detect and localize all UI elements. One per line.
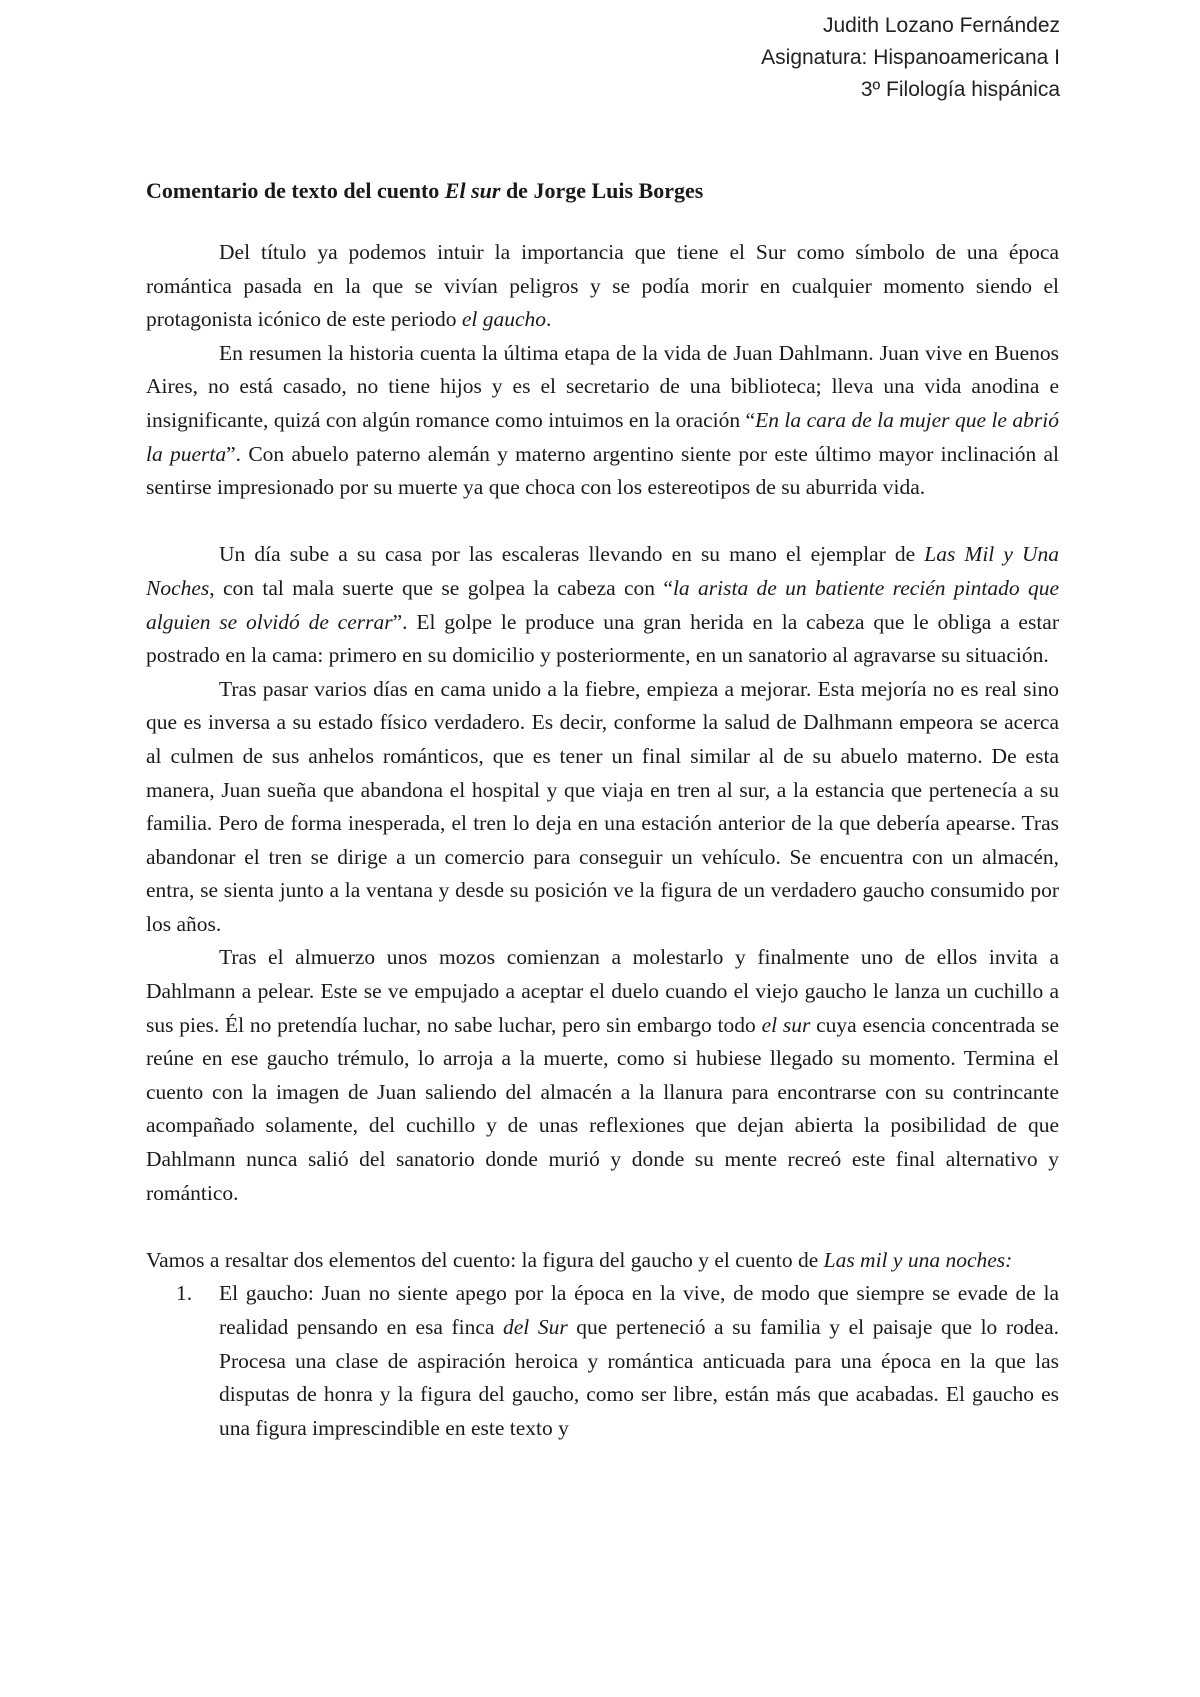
- paragraph-5-text-a: Tras el almuerzo unos mozos comienzan a molestarlo y finalmente uno de ellos invita a Dahlmann a pelear. Este se ve empujado a aceptar el duelo cuando el viejo gaucho le lanza un cuchillo a sus pies. Él no pretendía luchar, no sabe luchar, pero sin embargo todo: [146, 945, 1059, 1037]
- paragraph-2: [146, 337, 1059, 505]
- paragraph-4: Tras pasar varios días en cama unido a la fiebre, empieza a mejorar. Esta mejoría no es real sino que es inversa a su estado físico verdadero. Es decir, conforme la salud de Dalhmann empeora se acerca al culmen de sus anhelos románticos, que es tener un final similar al de su abuelo materno. De esta manera, Juan sueña que abandona el hospital y que viaja en tren al sur, a la estancia que pertenecía a su familia. Pero de forma inesperada, el tren lo deja en una estación anterior de la que debería apearse. Tras abandonar el tren se dirige a un comercio para conseguir un vehículo. Se encuentra con un almacén, entra, se sienta junto a la ventana y desde su posición ve la figura de un verdadero gaucho consumido por los años.: [146, 676, 1059, 936]
- paragraph-3-text-a: Un día sube a su casa por las escaleras llevando en su mano el ejemplar de: [219, 542, 925, 567]
- list-item-text-a: El gaucho: Juan no siente apego por la época en la vive, de modo que siempre se evade de la realidad pensando en esa finca: [219, 1281, 1059, 1339]
- paragraph-5-text-c: cuya esencia concentrada se reúne en ese gaucho trémulo, lo arroja a la muerte, como si hubiese llegado su momento. Termina el cuento con la imagen de Juan saliendo del almacén a la llanura para encontrarse con su contrincante acompañado solamente, del cuchillo y de unas reflexiones que dejan abierta la posibilidad de que Dahlmann nunca salió del sanatorio donde murió y donde su mente recreó este final alternativo y romántico.: [146, 1012, 1059, 1205]
- list-item-number: 1.: [176, 1281, 193, 1306]
- paragraph-6-text-a: Vamos a resaltar dos elementos del cuento: la figura del gaucho y el cuento de: [146, 1247, 824, 1272]
- paragraph-3-italic-b: Las Mil y Una Noches: [146, 542, 1059, 600]
- course-line: 3º Filología hispánica: [860, 78, 1060, 101]
- paragraph-5: [146, 941, 1059, 1210]
- paragraph-1-text-a: Del título ya podemos intuir la importancia que tiene el Sur como símbolo de una época romántica pasada en la que se vivían peligros y se podía morir en cualquier momento siendo el protagonista icónico de este periodo: [146, 240, 1059, 332]
- paragraph-3-italic-d: la arista de un batiente recién pintado que alguien se olvidó de cerrar: [146, 575, 1059, 634]
- paragraph-1-italic: el gaucho: [461, 307, 547, 332]
- paragraph-1-text-c: .: [546, 307, 552, 332]
- paragraph-3-text-c: , con tal mala suerte que se golpea la cabeza con “: [209, 575, 673, 600]
- author-name: Judith Lozano Fernández: [823, 14, 1060, 37]
- paragraph-6: [146, 1244, 1059, 1278]
- subject-line: Asignatura: Hispanoamericana I: [761, 46, 1060, 69]
- paragraph-3: [146, 538, 1059, 672]
- list-item: [146, 1277, 1059, 1445]
- document-body: [146, 174, 1059, 1445]
- list-item-italic: del Sur: [503, 1315, 568, 1339]
- paragraph-2-text-c: ”. Con abuelo paterno alemán y materno argentino siente por este último mayor inclinación al sentirse impresionado por su muerte ya que choca con los estereotipos de su aburrida vida.: [146, 441, 1059, 500]
- paragraph-spacer: [146, 1210, 1059, 1244]
- paragraph-1: [146, 236, 1059, 337]
- paragraph-2-text-a: En resumen la historia cuenta la última etapa de la vida de Juan Dahlmann. Juan vive en Buenos Aires, no está casado, no tiene hijos y es el secretario de una biblioteca; lleva una vida anodina e insignificante, quizá con algún romance como intuimos en la oración “: [146, 340, 1059, 432]
- document-header: [761, 10, 1060, 106]
- title-suffix: de Jorge Luis Borges: [500, 178, 704, 203]
- paragraph-2-italic: En la cara de la mujer que le abrió la puerta: [146, 407, 1060, 466]
- title-work: El sur: [444, 178, 501, 203]
- title-prefix: Comentario de texto del cuento: [146, 178, 445, 203]
- list-item-text-c: que perteneció a su familia y el paisaje que lo rodea. Procesa una clase de aspiración heroica y romántica anticuada para una época en la que las disputas de honra y la figura del gaucho, como ser libre, están más que acabadas. El gaucho es una figura imprescindible en este texto y: [219, 1315, 1059, 1440]
- paragraph-6-italic: Las mil y una noches:: [823, 1247, 1013, 1272]
- document-title: [146, 174, 1059, 208]
- paragraph-5-italic: el sur: [761, 1012, 811, 1037]
- paragraph-spacer: [146, 505, 1059, 539]
- paragraph-3-text-e: ”. El golpe le produce una gran herida en la cabeza que le obliga a estar postrado en la cama: primero en su domicilio y posteriormente, en un sanatorio al agravarse su situación.: [146, 609, 1060, 668]
- numbered-list: [146, 1277, 1059, 1445]
